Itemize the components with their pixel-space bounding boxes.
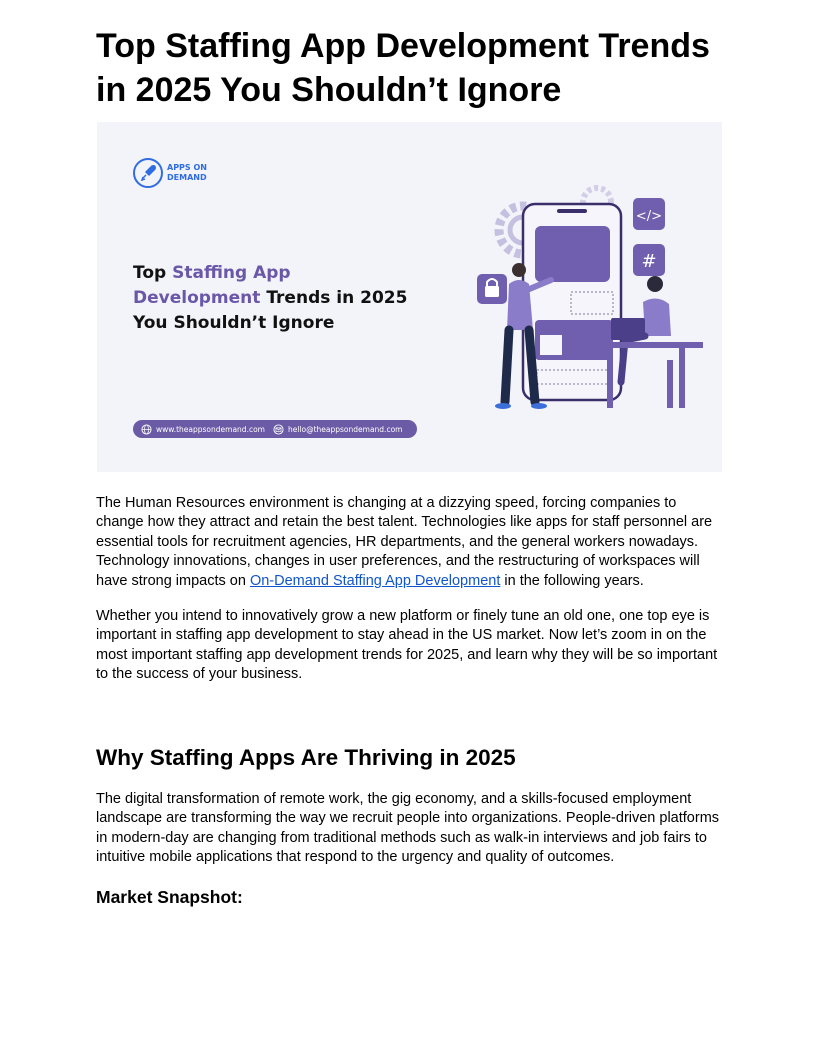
intro-paragraph-1 [96,494,724,591]
hero-title-rest: Trends in 2025 You Shouldn’t Ignore [133,288,408,333]
hero-title-accent: Staffing App Development [133,263,291,308]
email-text: hello@theappsondemand.com [287,424,403,434]
hero-banner-image [97,122,722,472]
section-heading: Why Staffing Apps Are Thriving in 2025 [96,745,516,770]
svg-text:</>: </> [635,209,663,224]
mail-icon [273,424,284,435]
page-title: Top Staffing App Development Trends in 2025 You Shouldn’t Ignore [96,27,710,109]
company-logo [133,158,217,188]
hash-icon [633,244,665,276]
staffing-app-illustration [475,180,705,415]
code-icon [633,198,665,230]
logo-wordmark: APPS ON DEMAND [167,163,207,182]
intro-text-after-link: in the following years. [500,572,644,589]
hero-title-lead: Top [133,263,173,283]
intro-paragraph-2: Whether you intend to innovatively grow a new platform or finely tune an old one, one top eye is important in staffing app development to stay ahead in the US market. Now let’s zoom in on the most important staffing app development trends for 2025, and learn why they will be so important to the success of your business. [96,608,718,683]
section-body-paragraph: The digital transformation of remote work, the gig economy, and a skills-focused employment landscape are transforming the way we recruit people into organizations. People-driven platforms in modern-day are changing from traditional methods such as walk-in interviews and job fairs to intuitive mobile applications that respond to the urgency and quality of outcomes. [96,791,720,866]
globe-icon [141,424,152,435]
market-snapshot-heading: Market Snapshot: [96,887,243,907]
website-text: www.theappsondemand.com [156,424,265,434]
svg-text:#: # [641,251,657,272]
rocket-logo-icon [133,158,163,188]
on-demand-staffing-link[interactable]: On-Demand Staffing App Development [249,572,501,589]
intro-text-before-link: The Human Resources environment is changing at a dizzying speed, forcing companies to change how they attract and retain the best talent. Technologies like apps for staff personnel are essential tools for recruitment agencies, HR departments, and the general workers nowadays. Technology innovations, changes in user preferences, and the restructuring of workspaces will have strong impacts on [96,495,713,589]
contact-bar [133,420,417,438]
hero-title [133,261,423,336]
lock-icon [477,274,507,304]
